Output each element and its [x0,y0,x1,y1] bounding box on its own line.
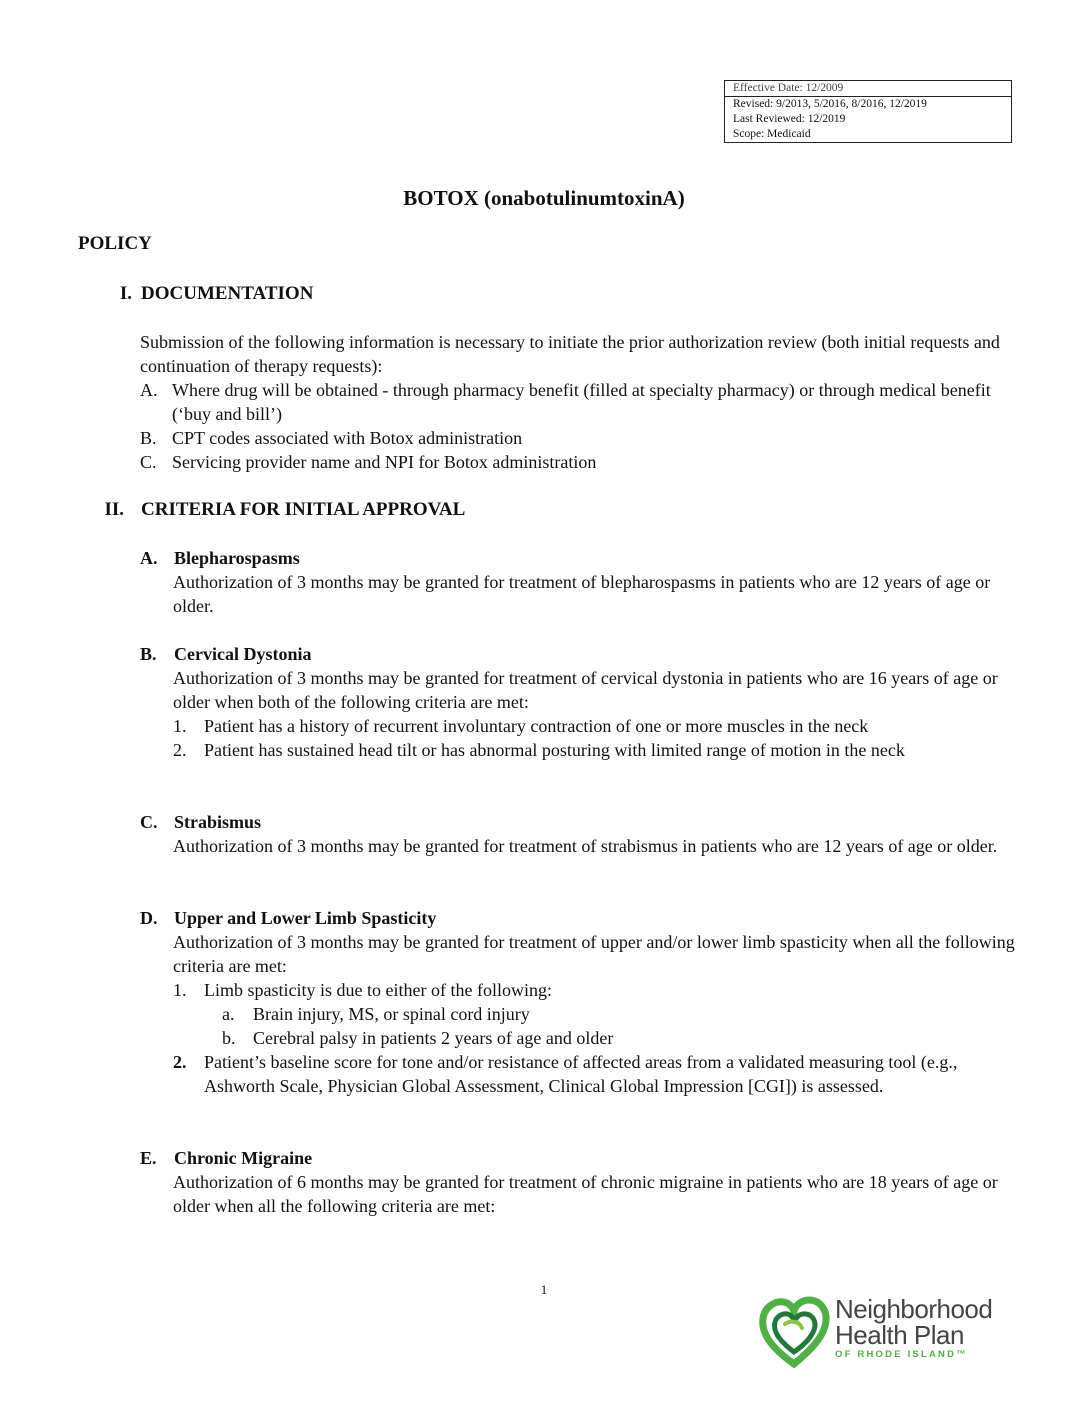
neighborhood-health-plan-logo [755,1294,1025,1374]
page-number: 1 [540,1282,548,1297]
subsection-title: Upper and Lower Limb Spasticity [174,908,437,928]
documentation-body [140,330,1020,474]
subsection-marker: D. [140,908,158,928]
list-text: Brain injury, MS, or spinal cord injury [253,1004,530,1024]
scope: Scope: Medicaid [733,128,811,140]
list-text: CPT codes associated with Botox administration [172,428,523,448]
list-text: Patient has sustained head tilt or has abnormal posturing with limited range of motion in the neck [204,740,905,760]
list-marker: A. [140,380,158,400]
criteria-b-heading [140,642,311,666]
subsection-title: Blepharospasms [174,548,300,568]
list-marker: 1. [173,716,187,736]
policy-dates-box [724,80,1012,143]
subsection-marker: A. [140,548,158,568]
logo-line-3: OF RHODE ISLAND™ [835,1349,968,1360]
revised-date: Revised: 9/2013, 5/2016, 8/2016, 12/2019 [733,98,927,110]
list-item [140,378,1020,426]
policy-heading: POLICY [78,233,152,254]
document-title: BOTOX (onabotulinumtoxinA) [403,186,685,210]
last-reviewed-date: Last Reviewed: 12/2019 [733,113,846,125]
list-item [173,714,1018,738]
list-marker: C. [140,452,157,472]
list-marker: 2. [173,740,187,760]
list-item [140,426,1020,450]
list-text: Patient has a history of recurrent involuntary contraction of one or more muscles in the neck [204,716,869,736]
criteria-a-heading [140,546,300,570]
list-text: Limb spasticity is due to either of the following: [204,980,552,1000]
criteria-d-text: Authorization of 3 months may be granted for treatment of upper and/or lower limb spasticity when all the following criteria are met: [173,932,1015,976]
list-marker: 2. [173,1052,187,1072]
list-marker: b. [222,1028,236,1048]
subsection-title: Chronic Migraine [174,1148,313,1168]
list-text: Cerebral palsy in patients 2 years of age and older [253,1028,614,1048]
section-title: CRITERIA FOR INITIAL APPROVAL [141,499,466,520]
subsection-title: Cervical Dystonia [174,644,312,664]
effective-date: Effective Date: 12/2009 [725,81,1011,97]
criteria-b-text: Authorization of 3 months may be granted for treatment of cervical dystonia in patients who are 16 years of age or older when both of the following criteria are met: [173,668,998,712]
criteria-c-text: Authorization of 3 months may be granted for treatment of strabismus in patients who are 12 years of age or older. [173,836,998,856]
subsection-marker: C. [140,812,158,832]
list-item [173,1050,1018,1098]
subsection-marker: E. [140,1148,157,1168]
heart-swirl-icon [755,1294,833,1372]
criteria-d-body [173,930,1018,1098]
list-marker: 1. [173,980,187,1000]
list-marker: B. [140,428,157,448]
section-number: II. [104,499,124,520]
criteria-c-heading [140,810,261,834]
criteria-e-heading [140,1146,312,1170]
criteria-a-text: Authorization of 3 months may be granted for treatment of blepharospasms in patients who are 12 years of age or older. [173,572,991,616]
list-text: Patient’s baseline score for tone and/or resistance of affected areas from a validated measuring tool (e.g., Ashworth Scale, Physician Global Assessment, Clinical Global Impression [CGI]) is assessed. [204,1052,958,1096]
section-title: DOCUMENTATION [141,283,314,304]
logo-line-2: Health Plan [835,1320,964,1350]
criteria-e-text: Authorization of 6 months may be granted for treatment of chronic migraine in patients who are 18 years of age or older when all the following criteria are met: [173,1172,998,1216]
sub-list-item [173,1026,1018,1050]
list-marker: a. [222,1004,235,1024]
list-text: Where drug will be obtained - through pharmacy benefit (filled at specialty pharmacy) or through medical benefit (‘buy and bill’) [172,380,991,424]
list-text: Servicing provider name and NPI for Botox administration [172,452,597,472]
logo-wordmark [835,1296,992,1362]
subsection-marker: B. [140,644,157,664]
logo-line-1: Neighborhood [835,1294,993,1324]
criteria-d-heading [140,906,436,930]
sub-list-item [173,1002,1018,1026]
list-item [173,738,1018,762]
list-item [173,978,1018,1002]
section-number: I. [119,283,132,304]
list-item [140,450,1020,474]
subsection-title: Strabismus [174,812,262,832]
documentation-intro: Submission of the following information is necessary to initiate the prior authorization review (both initial requests and continuation of therapy requests): [140,332,1000,376]
criteria-b-body [173,666,1018,762]
